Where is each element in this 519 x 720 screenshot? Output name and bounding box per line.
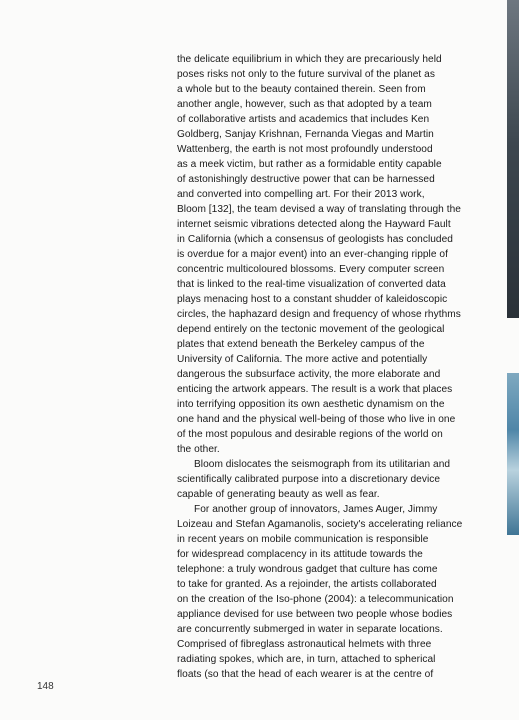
text-line: scientifically calibrated purpose into a discretionary device: [177, 474, 441, 485]
text-line: depend entirely on the tectonic movement of the geological: [177, 324, 445, 335]
adjacent-photo-bottom-edge: [507, 373, 519, 535]
text-line: enticing the artwork appears. The result is a work that places: [177, 384, 453, 395]
text-line: concentric multicoloured blossoms. Every computer screen: [177, 264, 445, 275]
text-line: dangerous the subsurface activity, the more elaborate and: [177, 369, 441, 380]
adjacent-photo-top-edge: [507, 0, 519, 318]
text-line: internet seismic vibrations detected along the Hayward Fault: [177, 219, 451, 230]
text-line: of collaborative artists and academics that includes Ken: [177, 114, 430, 125]
text-line: plates that extend beneath the Berkeley campus of the: [177, 339, 425, 350]
text-line: a whole but to the beauty contained therein. Seen from: [177, 84, 426, 95]
text-line: poses risks not only to the future survival of the planet as: [177, 69, 435, 80]
text-line: Wattenberg, the earth is not most profoundly understood: [177, 144, 433, 155]
text-line: University of California. The more active and potentially: [177, 354, 428, 365]
text-line: floats (so that the head of each wearer is at the centre of: [177, 669, 434, 680]
text-line: in recent years on mobile communication is responsible: [177, 534, 429, 545]
text-line: circles, the haphazard design and frequency of whose rhythms: [177, 309, 461, 320]
page-number: 148: [37, 681, 54, 692]
text-line: capable of generating beauty as well as fear.: [177, 489, 380, 500]
text-line: another angle, however, such as that adopted by a team: [177, 99, 432, 110]
text-line: to take for granted. As a rejoinder, the artists collaborated: [177, 579, 437, 590]
text-line: as a meek victim, but rather as a formidable entity capable: [177, 159, 442, 170]
text-line: for widespread complacency in its attitude towards the: [177, 549, 423, 560]
text-line: are concurrently submerged in water in separate locations.: [177, 624, 443, 635]
text-line: Bloom [132], the team devised a way of translating through the: [177, 204, 461, 215]
text-line: of astonishingly destructive power that can be harnessed: [177, 174, 435, 185]
text-line: that is linked to the real-time visualization of converted data: [177, 279, 446, 290]
text-line: Goldberg, Sanjay Krishnan, Fernanda Viegas and Martin: [177, 129, 434, 140]
text-line: is overdue for a major event) into an ever-changing ripple of: [177, 249, 448, 260]
text-line: appliance devised for use between two people whose bodies: [177, 609, 453, 620]
text-line: Loizeau and Stefan Agamanolis, society's accelerating reliance: [177, 519, 463, 530]
text-line: the delicate equilibrium in which they are precariously held: [177, 54, 442, 65]
text-line: For another group of innovators, James Auger, Jimmy: [194, 504, 438, 515]
text-line: in California (which a consensus of geologists has concluded: [177, 234, 453, 245]
text-line: one hand and the physical well-being of those who live in one: [177, 414, 456, 425]
body-text: [177, 52, 463, 682]
text-line: into terrifying opposition its own aesthetic dynamism on the: [177, 399, 445, 410]
text-line: Comprised of fibreglass astronautical helmets with three: [177, 639, 432, 650]
text-line: of the most populous and desirable regions of the world on: [177, 429, 443, 440]
text-line: radiating spokes, which are, in turn, attached to spherical: [177, 654, 436, 665]
text-line: plays menacing host to a constant shudder of kaleidoscopic: [177, 294, 448, 305]
text-line: the other.: [177, 444, 220, 455]
text-line: Bloom dislocates the seismograph from its utilitarian and: [194, 459, 451, 470]
text-line: on the creation of the Iso-phone (2004): a telecommunication: [177, 594, 454, 605]
text-line: and converted into compelling art. For their 2013 work,: [177, 189, 425, 200]
text-line: telephone: a truly wondrous gadget that culture has come: [177, 564, 438, 575]
